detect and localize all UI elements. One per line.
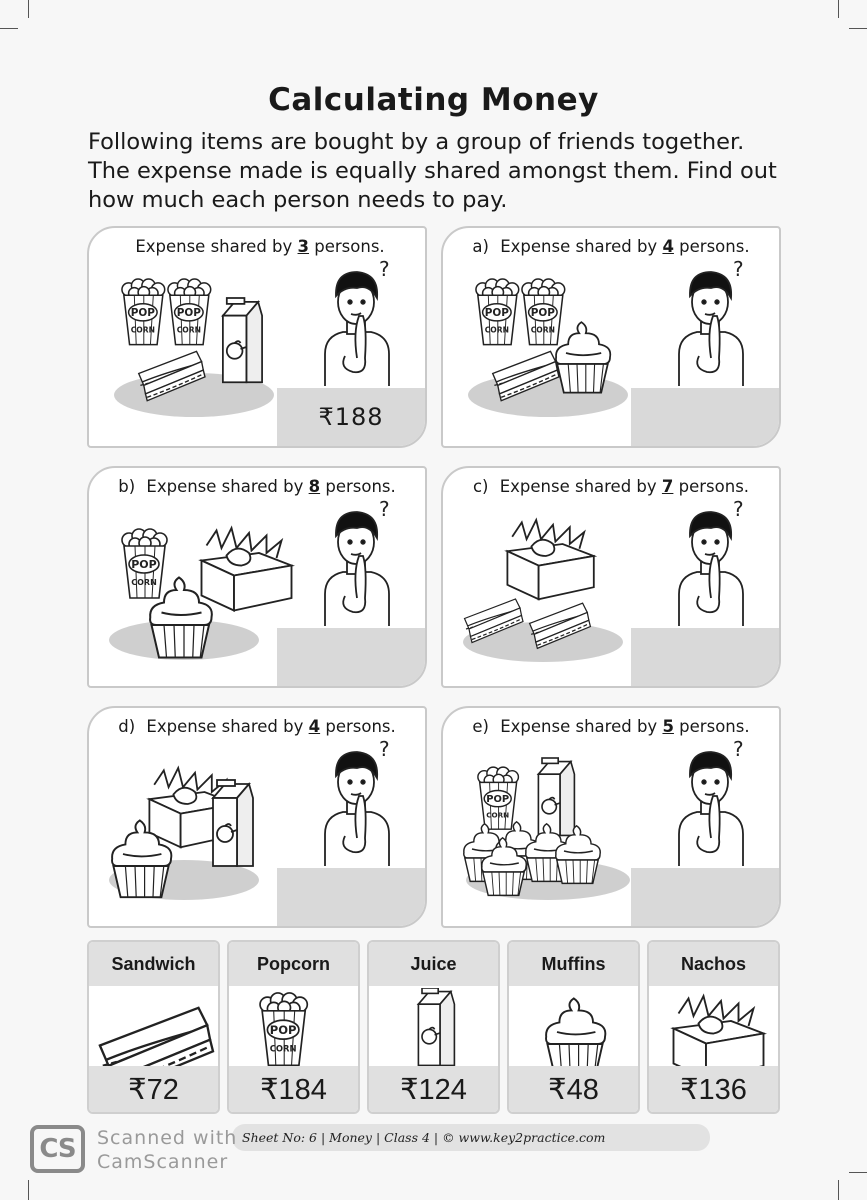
persons-count: 8 (308, 477, 321, 496)
food-items-illustration (89, 500, 299, 670)
crop-mark (28, 1180, 29, 1200)
question-label: e) (472, 717, 489, 736)
crop-mark (838, 0, 839, 18)
question-label: b) (118, 477, 136, 496)
price-card (227, 940, 360, 1114)
juice-icon (538, 758, 574, 835)
question-card (441, 466, 781, 688)
question-prefix: Expense shared by (146, 477, 309, 496)
svg-text:POP: POP (130, 307, 155, 320)
question-suffix: persons. (673, 717, 750, 736)
question-prefix: Expense shared by (500, 717, 663, 736)
question-text (89, 477, 425, 496)
persons-count: 5 (662, 717, 674, 736)
answer-box[interactable] (277, 868, 425, 926)
svg-text:CORN: CORN (269, 1043, 297, 1054)
question-prefix: Expense shared by (500, 237, 663, 256)
thinking-boy-icon (317, 738, 397, 868)
instructions-text: Following items are bought by a group of friends together. The expense made is equally shared amongst them. Find out how much each person needs to pay. (88, 129, 777, 213)
question-text (443, 237, 779, 256)
answer-box[interactable] (631, 628, 779, 686)
answer-box[interactable] (631, 388, 779, 446)
crop-mark (849, 1172, 867, 1173)
thinking-boy-icon (317, 258, 397, 388)
sheet-footer: Sheet No: 6 | Money | Class 4 | © www.key2practice.com (232, 1124, 710, 1151)
question-suffix: persons. (309, 237, 385, 256)
question-label: c) (472, 477, 489, 496)
svg-text:CORN: CORN (176, 325, 201, 335)
camscanner-watermark (97, 1126, 237, 1174)
svg-text:?: ? (733, 498, 744, 521)
popcorn-icon (522, 279, 565, 345)
price-card (507, 940, 640, 1114)
question-card (87, 706, 427, 928)
persons-count: 3 (297, 237, 310, 256)
juice-icon (418, 988, 454, 1065)
item-name: Nachos (649, 942, 778, 986)
svg-text:?: ? (733, 738, 744, 761)
sandwich-icon (100, 1008, 213, 1072)
svg-text:CORN: CORN (530, 325, 555, 335)
popcorn-icon (229, 988, 359, 1072)
camscanner-logo-icon: CS (30, 1125, 85, 1173)
price-card (367, 940, 500, 1114)
svg-text:POP: POP (484, 307, 509, 320)
item-price: ₹184 (229, 1066, 358, 1112)
item-price: ₹72 (89, 1066, 218, 1112)
svg-text:CORN: CORN (131, 578, 157, 587)
svg-text:POP: POP (530, 307, 555, 320)
svg-text:CORN: CORN (130, 325, 155, 335)
popcorn-icon (476, 279, 519, 345)
question-text (89, 717, 425, 736)
price-card (87, 940, 220, 1114)
food-items-illustration (89, 260, 299, 430)
crop-mark (838, 1180, 839, 1200)
question-suffix: persons. (673, 237, 750, 256)
item-price: ₹124 (369, 1066, 498, 1112)
popcorn-icon (168, 279, 211, 345)
svg-text:POP: POP (131, 558, 157, 571)
nachos-icon (202, 528, 292, 611)
juice-icon (213, 780, 253, 866)
price-card (647, 940, 780, 1114)
popcorn-icon (478, 767, 519, 829)
sandwich-icon (89, 988, 219, 1072)
item-name: Muffins (509, 942, 638, 986)
svg-text:POP: POP (269, 1022, 297, 1037)
question-card (441, 706, 781, 928)
item-name: Sandwich (89, 942, 218, 986)
nachos-icon (674, 996, 764, 1072)
question-label: a) (472, 237, 489, 256)
svg-text:?: ? (379, 258, 390, 281)
thinking-boy-icon (671, 498, 751, 628)
question-card (87, 226, 427, 448)
food-items-illustration (443, 740, 653, 910)
question-card (87, 466, 427, 688)
food-items-illustration (89, 740, 299, 910)
question-text (443, 717, 779, 736)
popcorn-icon (122, 279, 165, 345)
svg-text:?: ? (379, 498, 390, 521)
thinking-boy-icon (317, 498, 397, 628)
question-prefix: Expense shared by (499, 477, 662, 496)
item-price: ₹48 (509, 1066, 638, 1112)
answer-box[interactable] (631, 868, 779, 926)
question-text (89, 237, 425, 256)
answer-box[interactable]: ₹188 (277, 388, 425, 446)
popcorn-icon (260, 993, 307, 1065)
item-price: ₹136 (649, 1066, 778, 1112)
question-prefix: Expense shared by (135, 237, 298, 256)
question-card (441, 226, 781, 448)
muffin-icon (546, 998, 605, 1072)
question-suffix: persons. (320, 477, 396, 496)
juice-icon (223, 298, 262, 382)
svg-text:POP: POP (176, 307, 201, 320)
juice-icon (369, 988, 499, 1072)
question-suffix: persons. (320, 717, 396, 736)
crop-mark (28, 0, 29, 18)
crop-mark (849, 28, 867, 29)
svg-text:POP: POP (486, 794, 510, 806)
thinking-boy-icon (671, 258, 751, 388)
watermark-line-2: CamScanner (97, 1151, 229, 1173)
svg-text:?: ? (733, 258, 744, 281)
food-items-illustration (443, 260, 653, 430)
svg-text:CORN: CORN (486, 810, 510, 820)
watermark-line-1: Scanned with (97, 1127, 238, 1149)
question-label: d) (118, 717, 136, 736)
svg-text:CORN: CORN (484, 325, 509, 335)
muffin-icon (509, 988, 639, 1072)
question-prefix: Expense shared by (146, 717, 309, 736)
crop-mark (0, 28, 18, 29)
item-name: Juice (369, 942, 498, 986)
item-name: Popcorn (229, 942, 358, 986)
page-title: Calculating Money (268, 82, 599, 118)
persons-count: 7 (661, 477, 674, 496)
persons-count: 4 (308, 717, 321, 736)
svg-text:?: ? (379, 738, 390, 761)
question-suffix: persons. (673, 477, 750, 496)
question-text (443, 477, 779, 496)
nachos-icon (649, 988, 779, 1072)
popcorn-icon (122, 529, 167, 598)
answer-box[interactable] (277, 628, 425, 686)
food-items-illustration (443, 500, 653, 670)
thinking-boy-icon (671, 738, 751, 868)
persons-count: 4 (662, 237, 674, 256)
nachos-icon (507, 520, 593, 599)
muffin-icon (556, 322, 610, 392)
